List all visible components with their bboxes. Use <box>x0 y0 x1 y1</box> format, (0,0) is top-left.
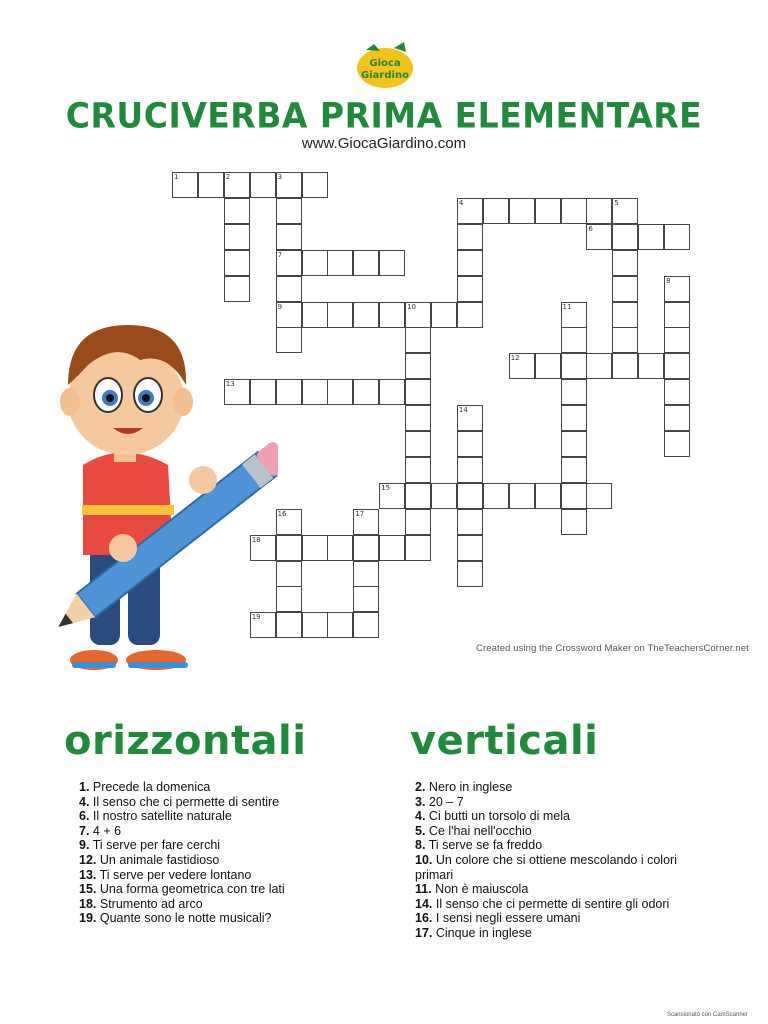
clue-item: 19. Quante sono le notte musicali? <box>79 911 272 926</box>
across-heading: orizzontali <box>64 718 307 764</box>
clue-item: 4. Il senso che ci permette di sentire <box>79 794 280 809</box>
crossword-cell[interactable] <box>561 302 587 328</box>
crossword-cell[interactable] <box>276 198 302 224</box>
crossword-cell[interactable] <box>302 535 328 561</box>
crossword-cell[interactable] <box>379 302 405 328</box>
crossword-cell[interactable] <box>379 379 405 405</box>
crossword-cell[interactable] <box>664 431 690 457</box>
crossword-cell-number: 7 <box>277 250 283 259</box>
website-link[interactable]: www.GiocaGiardino.com <box>301 135 467 152</box>
crossword-cell[interactable] <box>302 302 328 328</box>
crossword-cell[interactable] <box>224 198 250 224</box>
crossword-cell-number: 5 <box>614 198 619 207</box>
crossword-cell-number: 19 <box>251 613 261 622</box>
clue-item: 14. Il senso che ci permette di sentire gli odori <box>415 896 670 911</box>
crossword-cell[interactable] <box>612 250 638 276</box>
crossword-cell[interactable] <box>561 405 587 431</box>
crossword-cell[interactable] <box>353 612 379 638</box>
crossword-cell[interactable] <box>224 172 250 198</box>
clue-item: 6. Il nostro satellite naturale <box>79 809 232 824</box>
crossword-cell[interactable] <box>509 353 535 379</box>
crossword-cell[interactable] <box>276 302 302 328</box>
clue-item: 5. Ce l'hai nell'occhio <box>415 823 532 838</box>
crossword-cell[interactable] <box>457 561 483 587</box>
clue-item: 13. Ti serve per vedere lontano <box>79 867 252 882</box>
crossword-cell-number: 6 <box>588 224 593 233</box>
crossword-cell-number: 4 <box>458 198 464 207</box>
crossword-cell[interactable] <box>405 302 431 328</box>
crossword-cell[interactable] <box>353 535 379 561</box>
crossword-cell[interactable] <box>457 224 483 250</box>
crossword-cell[interactable] <box>276 250 302 276</box>
crossword-cell-number: 1 <box>174 173 179 181</box>
crossword-cell[interactable] <box>612 276 638 302</box>
crossword-cell-number: 14 <box>458 406 468 415</box>
down-heading: verticali <box>410 718 599 764</box>
crossword-cell-number: 3 <box>277 173 283 181</box>
logo-icon <box>354 42 416 90</box>
clue-item: 8. Ti serve se fa freddo <box>415 838 543 853</box>
crossword-cell[interactable] <box>276 535 302 561</box>
crossword-cell[interactable] <box>302 612 328 638</box>
crossword-cell[interactable] <box>457 250 483 276</box>
crossword-cell[interactable] <box>405 483 431 509</box>
crossword-cell[interactable] <box>457 535 483 561</box>
crossword-cell-number: 9 <box>277 302 283 311</box>
crossword-cell-number: 11 <box>562 302 572 311</box>
crossword-cell[interactable] <box>612 224 638 250</box>
down-clues-list <box>415 780 715 941</box>
scanner-note: Scansionato con CamScanner <box>666 1012 748 1018</box>
crossword-cell[interactable] <box>535 483 561 509</box>
clue-item: 16. I sensi negli essere umani <box>415 911 581 926</box>
crossword-cell[interactable] <box>302 379 328 405</box>
crossword-cell[interactable] <box>302 250 328 276</box>
clue-item: 17. Cinque in inglese <box>415 925 532 940</box>
crossword-cell[interactable] <box>353 379 379 405</box>
boy-with-pencil-illustration <box>28 290 278 680</box>
crossword-cell[interactable] <box>638 353 664 379</box>
crossword-cell[interactable] <box>353 561 379 587</box>
crossword-cell[interactable] <box>561 431 587 457</box>
crossword-cell[interactable] <box>353 302 379 328</box>
crossword-cell[interactable] <box>664 327 690 353</box>
crossword-cell[interactable] <box>586 353 612 379</box>
crossword-cell[interactable] <box>535 198 561 224</box>
crossword-cell[interactable] <box>586 483 612 509</box>
crossword-cell[interactable] <box>379 483 405 509</box>
crossword-cell[interactable] <box>664 353 690 379</box>
clue-item: 4. Ci butti un torsolo di mela <box>415 809 570 824</box>
crossword-cell[interactable] <box>664 379 690 405</box>
clue-item: 2. Nero in inglese <box>415 780 513 794</box>
crossword-cell[interactable] <box>561 483 587 509</box>
crossword-cell[interactable] <box>405 431 431 457</box>
crossword-cell[interactable] <box>586 224 612 250</box>
crossword-cell[interactable] <box>276 276 302 302</box>
crossword-cell[interactable] <box>405 509 431 535</box>
crossword-cell[interactable] <box>586 198 612 224</box>
crossword-cell-number: 13 <box>225 380 235 389</box>
crossword-cell[interactable] <box>276 379 302 405</box>
crossword-cell[interactable] <box>327 302 353 328</box>
crossword-cell[interactable] <box>353 586 379 612</box>
crossword-cell[interactable] <box>198 172 224 198</box>
crossword-cell[interactable] <box>250 172 276 198</box>
crossword-cell[interactable] <box>638 224 664 250</box>
crossword-cell[interactable] <box>224 250 250 276</box>
crossword-cell-number: 10 <box>407 302 417 311</box>
credit-text: Created using the Crossword Maker on TheTeachersCorner.net <box>476 643 749 654</box>
clue-item: 7. 4 + 6 <box>79 823 122 838</box>
crossword-cell[interactable] <box>327 535 353 561</box>
crossword-cell[interactable] <box>612 353 638 379</box>
crossword-cell[interactable] <box>664 276 690 302</box>
crossword-cell-number: 2 <box>225 173 231 181</box>
crossword-cell[interactable] <box>276 172 302 198</box>
crossword-cell-number: 16 <box>277 509 287 518</box>
clue-item: 12. Un animale fastidioso <box>79 852 220 867</box>
crossword-cell[interactable] <box>379 535 405 561</box>
crossword-cell[interactable] <box>327 250 353 276</box>
crossword-cell[interactable] <box>509 198 535 224</box>
crossword-cell-number: 18 <box>251 535 261 544</box>
crossword-cell[interactable] <box>327 379 353 405</box>
crossword-cell[interactable] <box>405 535 431 561</box>
crossword-cell[interactable] <box>457 405 483 431</box>
crossword-cell[interactable] <box>664 302 690 328</box>
crossword-cell[interactable] <box>379 250 405 276</box>
crossword-cell-number: 17 <box>355 509 365 518</box>
crossword-cell[interactable] <box>431 483 457 509</box>
crossword-cell[interactable] <box>483 198 509 224</box>
crossword-cell[interactable] <box>353 250 379 276</box>
crossword-cell[interactable] <box>405 457 431 483</box>
crossword-cell[interactable] <box>457 431 483 457</box>
clue-item: 10. Un colore che si ottiene mescolando i colori primari <box>415 852 677 882</box>
crossword-cell[interactable] <box>457 198 483 224</box>
logo-text-2: Giardino <box>361 70 409 81</box>
crossword-cell[interactable] <box>561 327 587 353</box>
crossword-cell[interactable] <box>405 353 431 379</box>
crossword-cell[interactable] <box>276 224 302 250</box>
crossword-cell[interactable] <box>612 327 638 353</box>
crossword-cell[interactable] <box>509 483 535 509</box>
crossword-cell-number: 12 <box>510 354 520 363</box>
clue-item: 9. Ti serve per fare cerchi <box>79 838 221 853</box>
crossword-cell[interactable] <box>276 586 302 612</box>
crossword-cell[interactable] <box>561 353 587 379</box>
page-title: CRUCIVERBA PRIMA ELEMENTARE <box>65 95 703 136</box>
crossword-cell-number: 15 <box>381 483 391 492</box>
crossword-cell[interactable] <box>561 198 587 224</box>
crossword-cell[interactable] <box>457 509 483 535</box>
clue-item: 11. Non è maiuscola <box>415 882 529 897</box>
crossword-cell[interactable] <box>612 198 638 224</box>
crossword-cell[interactable] <box>327 612 353 638</box>
boy-illustration-icon <box>28 290 278 680</box>
clue-item: 3. 20 – 7 <box>415 794 464 809</box>
crossword-cell[interactable] <box>535 353 561 379</box>
crossword-cell[interactable] <box>276 561 302 587</box>
crossword-cell[interactable] <box>224 224 250 250</box>
crossword-cell[interactable] <box>172 172 198 198</box>
crossword-cell[interactable] <box>302 172 328 198</box>
crossword-cell[interactable] <box>457 302 483 328</box>
crossword-cell[interactable] <box>457 483 483 509</box>
crossword-cell[interactable] <box>457 457 483 483</box>
crossword-cell[interactable] <box>276 327 302 353</box>
across-clues-list <box>79 780 379 926</box>
crossword-cell[interactable] <box>612 302 638 328</box>
crossword-cell[interactable] <box>431 302 457 328</box>
crossword-cell[interactable] <box>405 327 431 353</box>
clue-item: 1. Precede la domenica <box>79 780 211 794</box>
clue-item: 18. Strumento ad arco <box>79 896 203 911</box>
crossword-cell-number: 8 <box>666 276 671 285</box>
clue-item: 15. Una forma geometrica con tre lati <box>79 882 285 897</box>
crossword-cell[interactable] <box>353 509 379 535</box>
crossword-cell[interactable] <box>276 612 302 638</box>
crossword-cell[interactable] <box>561 457 587 483</box>
crossword-cell[interactable] <box>483 483 509 509</box>
crossword-cell[interactable] <box>276 509 302 535</box>
crossword-cell[interactable] <box>561 379 587 405</box>
crossword-cell[interactable] <box>664 224 690 250</box>
logo-text-1: Gioca <box>369 58 401 69</box>
crossword-cell[interactable] <box>457 276 483 302</box>
crossword-cell[interactable] <box>561 509 587 535</box>
crossword-cell[interactable] <box>664 405 690 431</box>
gioca-giardino-logo <box>354 42 416 90</box>
crossword-cell[interactable] <box>405 405 431 431</box>
crossword-cell[interactable] <box>405 379 431 405</box>
